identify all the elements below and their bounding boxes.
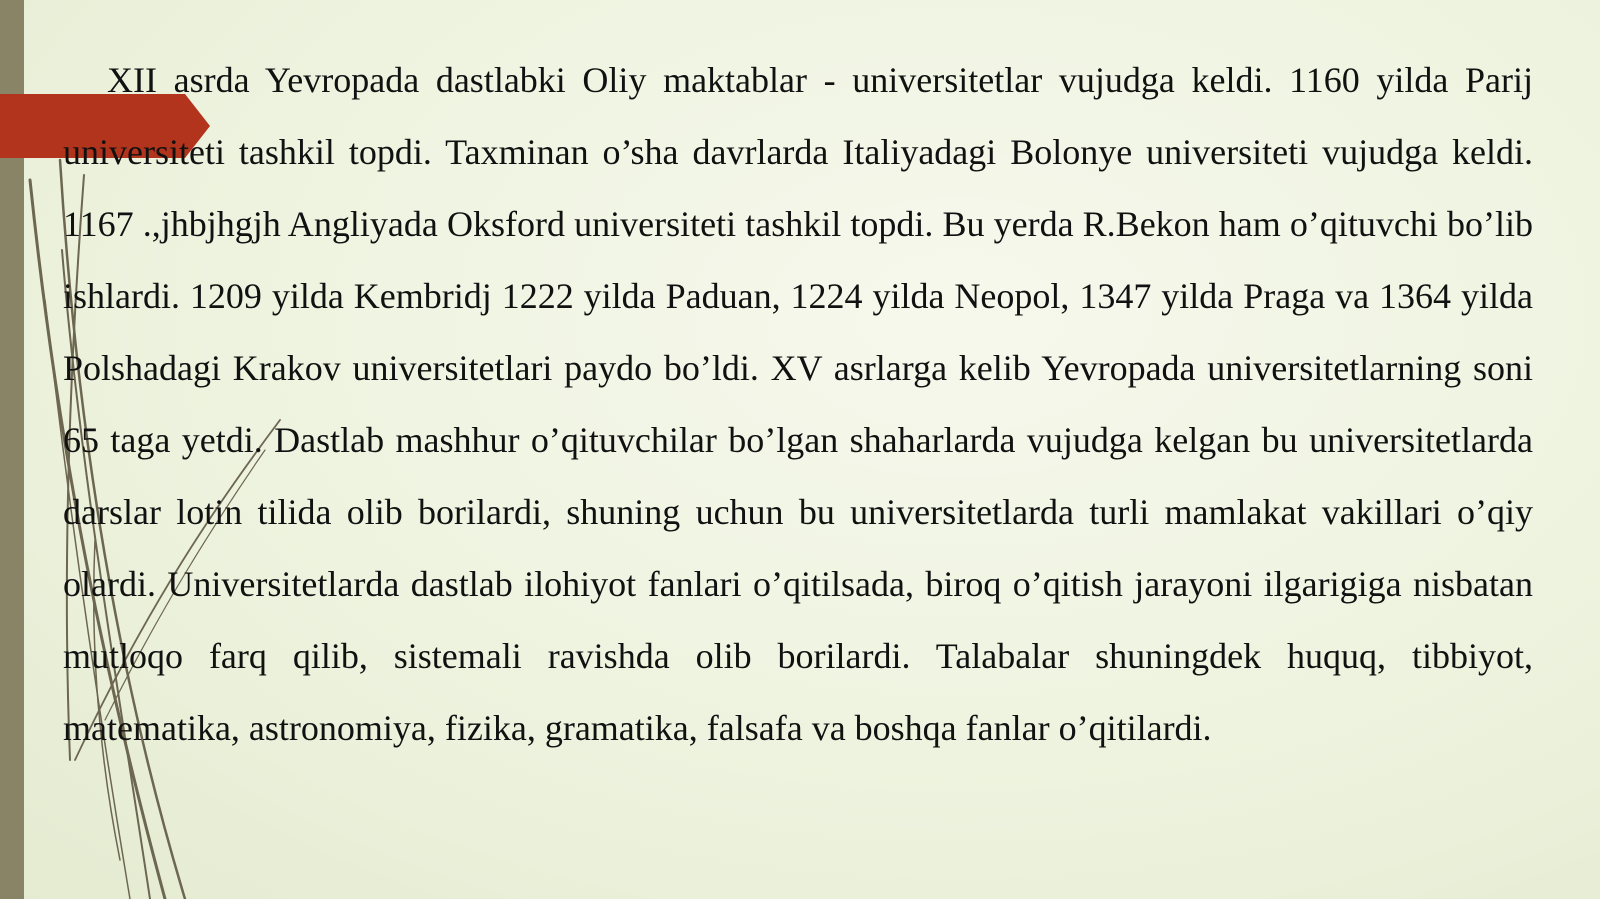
slide-body-paragraph: XII asrda Yevropada dastlabki Oliy maktablar - universitetlar vujudga keldi. 1160 yilda Parij universiteti tashkil topdi. Taxminan o’sha davrlarda Italiyadagi Bolonye universiteti vujudga keldi. 1167 .,jhbjhgjh Angliyada Oksford universiteti tashkil topdi. Bu yerda R.Bekon ham o’qituvchi bo’lib ishlardi. 1209 yilda Kembridj 1222 yilda Paduan, 1224 yilda Neopol, 1347 yilda Praga va 1364 yilda Polshadagi Krakov universitetlari paydo bo’ldi. XV asrlarga kelib Yevropada universitetlarning soni 65 taga yetdi. Dastlab mashhur o’qituvchilar bo’lgan shaharlarda vujudga kelgan bu universitetlarda darslar lotin tilida olib borilardi, shuning uchun bu universitetlarda turli mamlakat vakillari o’qiy olardi. Universitetlarda dastlab ilohiyot fanlari o’qitilsada, biroq o’qitish jarayoni ilgarigiga nisbatan mutloqo farq qilib, sistemali ravishda olib borilardi. Talabalar shuningdek huquq, tibbiyot, matematika, astronomiya, fizika, gramatika, falsafa va boshqa fanlar o’qitilardi.	[63, 60, 1533, 748]
